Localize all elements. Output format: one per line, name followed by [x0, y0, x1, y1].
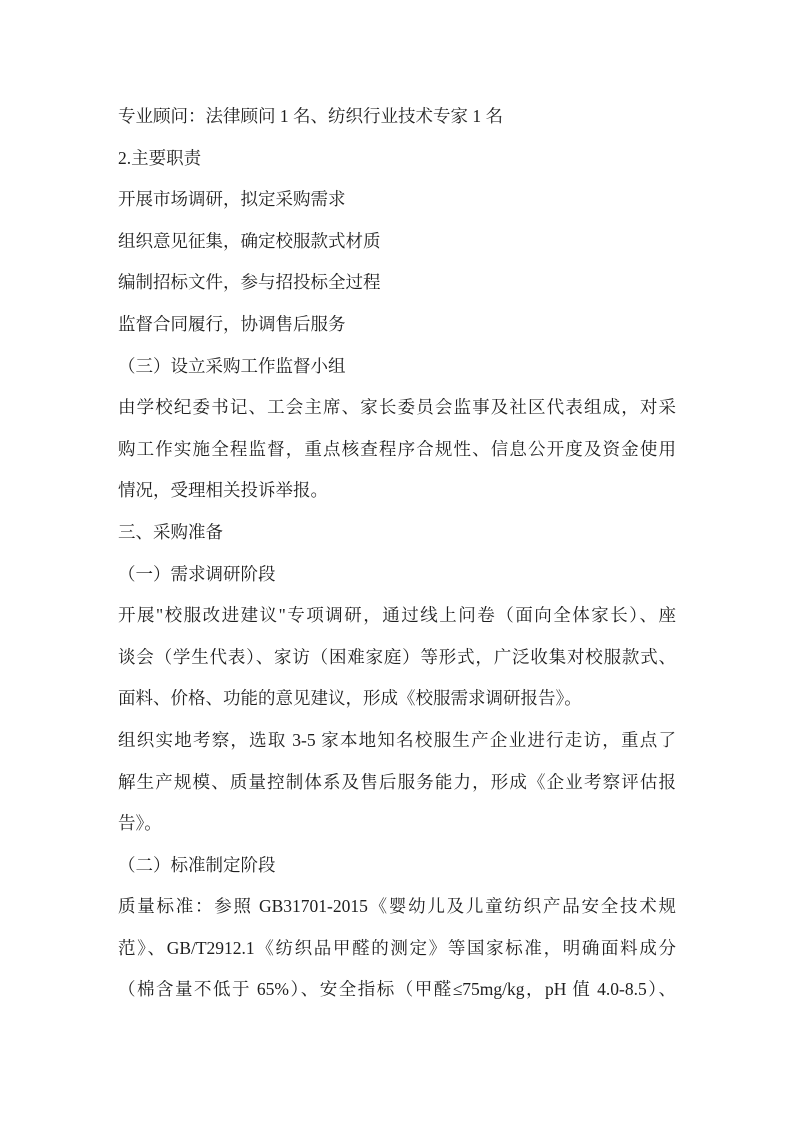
document-line: 专业顾问：法律顾问 1 名、纺织行业技术专家 1 名: [118, 106, 503, 126]
document-line: 面料、价格、功能的意见建议，形成《校服需求调研报告》。: [118, 688, 582, 709]
document-line: 购工作实施全程监督，重点核查程序合规性、信息公开度及资金使用: [118, 438, 676, 459]
document-line: 开展市场调研，拟定采购需求: [118, 189, 346, 210]
document-line: 三、采购准备: [118, 521, 223, 542]
document-line: （一）需求调研阶段: [118, 563, 276, 584]
document-line: 组织实地考察，选取 3-5 家本地知名校服生产企业进行走访，重点了: [118, 729, 676, 750]
document-line: 范》、GB/T2912.1《纺织品甲醛的测定》等国家标准，明确面料成分: [118, 937, 676, 958]
document-line: 情况，受理相关投诉举报。: [118, 480, 328, 501]
document-line: 组织意见征集，确定校服款式材质: [118, 230, 381, 251]
document-line: （二）标准制定阶段: [118, 854, 276, 875]
document-line: 开展"校服改进建议"专项调研，通过线上问卷（面向全体家长）、座: [118, 605, 676, 626]
document-line: 由学校纪委书记、工会主席、家长委员会监事及社区代表组成，对采: [118, 397, 676, 418]
document-line: 谈会（学生代表）、家访（困难家庭）等形式，广泛收集对校服款式、: [118, 646, 676, 667]
document-line: 告》。: [118, 813, 162, 834]
document-content: [118, 96, 676, 1011]
document-line: （棉含量不低于 65%）、安全指标（甲醛≤75mg/kg，pH 值 4.0-8.5）、: [118, 979, 676, 1000]
document-line: 2.主要职责: [118, 147, 202, 168]
document-line: 质量标准：参照 GB31701-2015《婴幼儿及儿童纺织产品安全技术规: [118, 896, 676, 917]
document-line: 编制招标文件，参与招投标全过程: [118, 272, 381, 293]
document-line: （三）设立采购工作监督小组: [118, 355, 346, 376]
document-line: 监督合同履行，协调售后服务: [118, 313, 346, 334]
document-line: 解生产规模、质量控制体系及售后服务能力，形成《企业考察评估报: [118, 771, 676, 792]
